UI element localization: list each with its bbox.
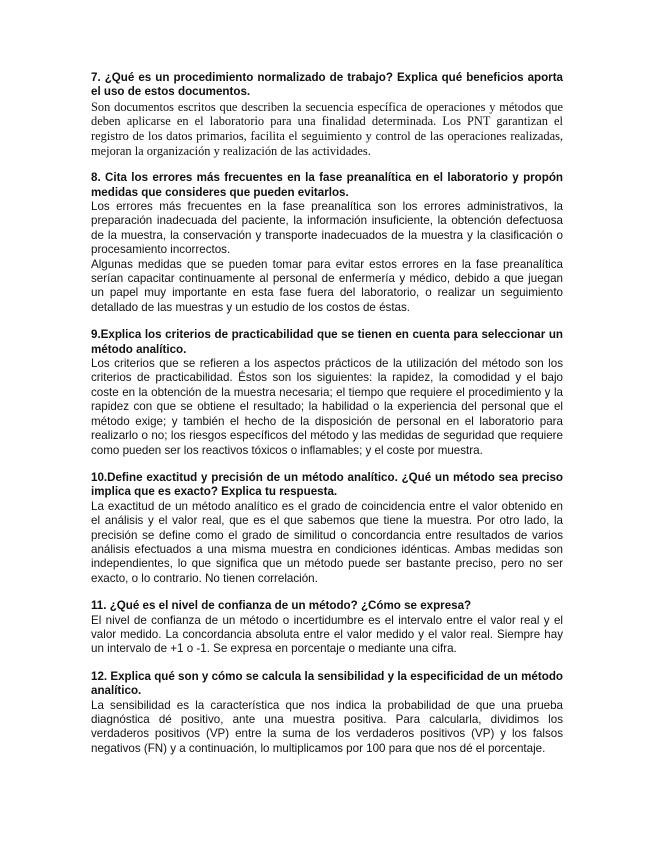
document-body — [91, 71, 563, 769]
question-9-section — [91, 328, 563, 458]
answer-8-paragraph-1: Los errores más frecuentes en la fase preanalítica son los errores administrativos, la preparación inadecuada del paciente, la información insuficiente, la obtención defectuosa de la muestra, la conservación y transporte inadecuados de la muestra y la clasificación o procesamiento incorrectos. — [91, 200, 563, 257]
question-7-heading: 7. ¿Qué es un procedimiento normalizado de trabajo? Explica qué beneficios aporta el uso de estos documentos. — [91, 71, 563, 99]
question-8-section — [91, 171, 563, 315]
answer-11-paragraph: El nivel de confianza de un método o incertidumbre es el intervalo entre el valor real y el valor medido. La concordancia absoluta entre el valor medido y el valor real. Siempre hay un intervalo de +1 o -1. Se expresa en porcentaje o mediante una cifra. — [91, 613, 563, 656]
question-11-heading: 11. ¿Qué es el nivel de confianza de un método? ¿Cómo se expresa? — [91, 599, 472, 613]
question-12-section — [91, 670, 563, 756]
question-11-section — [91, 599, 563, 657]
answer-10-paragraph: La exactitud de un método analítico es el grado de coincidencia entre el valor obtenido en el análisis y el valor real, que es el que sabemos que tiene la muestra. Por otro lado, la precisión se define como el grado de similitud o concordancia entre resultados de varios análisis efectuados a una misma muestra en condiciones idénticas. Ambas medidas son independientes, lo que significa que un método puede ser bastante preciso, pero no ser exacto, o lo contrario. No tienen correlación. — [91, 499, 563, 585]
answer-8-paragraph-2: Algunas medidas que se pueden tomar para evitar estos errores en la fase preanalítica serían capacitar continuamente al personal de enfermería y médico, debido a que juegan un papel muy importante en esta fase fuera del laboratorio, o realizar un seguimiento detallado de las muestras y un estudio de los costos de éstas. — [91, 257, 563, 314]
question-9-heading: 9.Explica los criterios de practicabilidad que se tienen en cuenta para seleccionar un método analítico. — [91, 328, 563, 356]
question-10-heading: 10.Define exactitud y precisión de un método analítico. ¿Qué un método sea preciso implica que es exacto? Explica tu respuesta. — [91, 470, 563, 499]
answer-12-paragraph: La sensibilidad es la característica que nos indica la probabilidad de que una prueba diagnóstica dé positivo, ante una muestra positiva. Para calcularla, dividimos los verdaderos positivos (VP) entre la suma de los verdaderos positivos (VP) y los falsos negativos (FN) y a continuación, lo multiplicamos por 100 para que nos dé el porcentaje. — [91, 698, 563, 755]
question-8-heading: 8. Cita los errores más frecuentes en la fase preanalítica en el laboratorio y propón medidas que consideres que pueden evitarlos. — [91, 171, 563, 199]
question-7-section — [91, 71, 563, 158]
question-12-heading: 12. Explica qué son y cómo se calcula la sensibilidad y la especificidad de un método analítico. — [91, 669, 563, 698]
question-10-section — [91, 471, 563, 586]
answer-9-paragraph: Los criterios que se refieren a los aspectos prácticos de la utilización del método son los criterios de practicabilidad. Éstos son los siguientes: la rapidez, la comodidad y el bajo coste en la obtención de la muestra necesaria; el tiempo que requiere el procedimiento y la rapidez con que se obtiene el resultado; la habilidad o la experiencia del personal que el método exige; y también el hecho de la disposición de personal en el laboratorio para realizarlo o no; los riesgos específicos del método y las medidas de seguridad que requiere como pueden ser los reactivos tóxicos o inflamables; y el coste por muestra. — [91, 357, 563, 457]
answer-7-paragraph: Son documentos escritos que describen la secuencia específica de operaciones y métodos que deben aplicarse en el laboratorio para una finalidad determinada. Los PNT garantizan el registro de los datos primarios, facilita el seguimiento y control de las operaciones realizadas, mejoran la organización y realización de las actividades. — [91, 99, 563, 158]
